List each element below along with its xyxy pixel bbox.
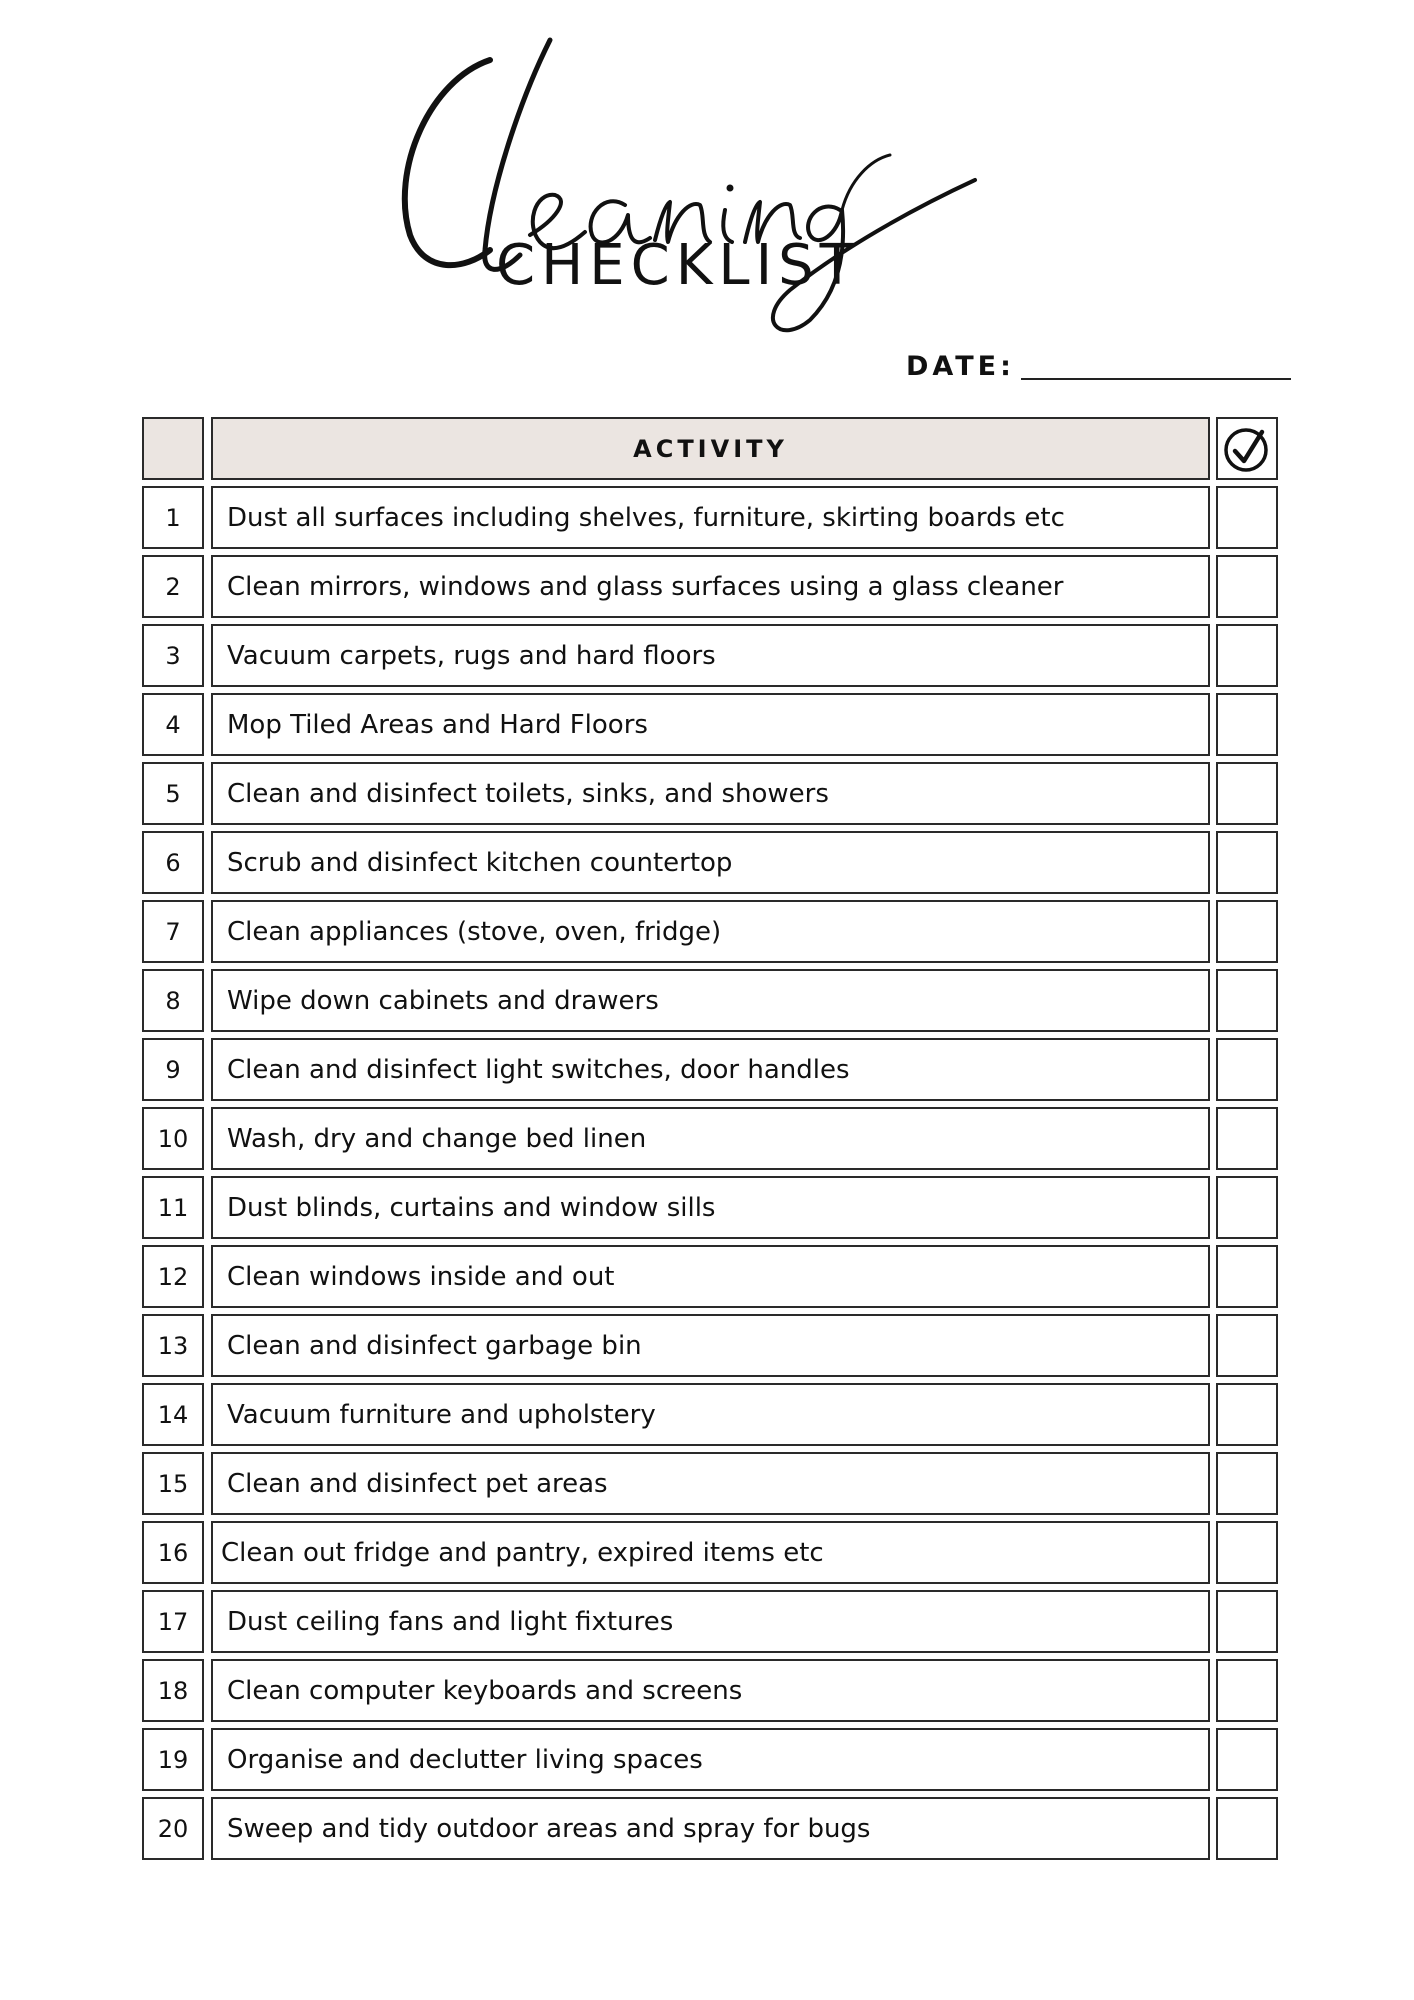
row-checkbox[interactable]	[1216, 1521, 1278, 1584]
table-row	[142, 1659, 1278, 1722]
row-checkbox[interactable]	[1216, 1452, 1278, 1515]
row-checkbox[interactable]	[1216, 900, 1278, 963]
row-number: 7	[142, 900, 204, 963]
row-activity: Sweep and tidy outdoor areas and spray for bugs	[211, 1797, 1210, 1860]
table-row	[142, 1314, 1278, 1377]
checklist-table	[142, 417, 1278, 1866]
row-number: 17	[142, 1590, 204, 1653]
table-row	[142, 831, 1278, 894]
table-row	[142, 969, 1278, 1032]
row-number: 1	[142, 486, 204, 549]
table-header-row	[142, 417, 1278, 480]
row-checkbox[interactable]	[1216, 1107, 1278, 1170]
row-number: 5	[142, 762, 204, 825]
row-number: 18	[142, 1659, 204, 1722]
row-number: 12	[142, 1245, 204, 1308]
table-row	[142, 1590, 1278, 1653]
table-row	[142, 1521, 1278, 1584]
row-checkbox[interactable]	[1216, 1038, 1278, 1101]
table-row	[142, 762, 1278, 825]
row-activity: Clean and disinfect light switches, door handles	[211, 1038, 1210, 1101]
table-row	[142, 1797, 1278, 1860]
row-activity: Clean and disinfect pet areas	[211, 1452, 1210, 1515]
table-row	[142, 1383, 1278, 1446]
row-checkbox[interactable]	[1216, 1314, 1278, 1377]
row-checkbox[interactable]	[1216, 693, 1278, 756]
row-number: 13	[142, 1314, 204, 1377]
date-label: DATE:	[906, 351, 1015, 382]
table-row	[142, 555, 1278, 618]
table-row	[142, 1728, 1278, 1791]
table-row	[142, 1107, 1278, 1170]
row-activity: Dust all surfaces including shelves, furniture, skirting boards etc	[211, 486, 1210, 549]
row-checkbox[interactable]	[1216, 762, 1278, 825]
row-number: 6	[142, 831, 204, 894]
row-activity: Clean computer keyboards and screens	[211, 1659, 1210, 1722]
row-number: 11	[142, 1176, 204, 1239]
row-checkbox[interactable]	[1216, 1245, 1278, 1308]
row-checkbox[interactable]	[1216, 624, 1278, 687]
row-activity: Clean and disinfect toilets, sinks, and showers	[211, 762, 1210, 825]
table-row	[142, 900, 1278, 963]
row-checkbox[interactable]	[1216, 1659, 1278, 1722]
row-number: 10	[142, 1107, 204, 1170]
row-activity: Scrub and disinfect kitchen countertop	[211, 831, 1210, 894]
row-activity: Mop Tiled Areas and Hard Floors	[211, 693, 1210, 756]
page-title	[0, 0, 1414, 360]
row-activity: Dust blinds, curtains and window sills	[211, 1176, 1210, 1239]
row-activity: Clean appliances (stove, oven, fridge)	[211, 900, 1210, 963]
row-number: 3	[142, 624, 204, 687]
header-number-cell	[142, 417, 204, 480]
row-activity: Wash, dry and change bed linen	[211, 1107, 1210, 1170]
row-number: 16	[142, 1521, 204, 1584]
date-input-line[interactable]	[1021, 356, 1291, 380]
row-number: 14	[142, 1383, 204, 1446]
row-number: 8	[142, 969, 204, 1032]
row-activity: Clean and disinfect garbage bin	[211, 1314, 1210, 1377]
header-activity-cell: ACTIVITY	[211, 417, 1210, 480]
row-number: 20	[142, 1797, 204, 1860]
row-number: 15	[142, 1452, 204, 1515]
header-check-cell	[1216, 417, 1278, 480]
row-checkbox[interactable]	[1216, 1728, 1278, 1791]
table-row	[142, 486, 1278, 549]
title-subtitle: CHECKLIST	[496, 233, 860, 298]
date-field-row	[906, 353, 1291, 380]
table-row	[142, 1452, 1278, 1515]
row-activity: Vacuum carpets, rugs and hard floors	[211, 624, 1210, 687]
table-row	[142, 1245, 1278, 1308]
row-activity: Wipe down cabinets and drawers	[211, 969, 1210, 1032]
row-checkbox[interactable]	[1216, 486, 1278, 549]
row-checkbox[interactable]	[1216, 555, 1278, 618]
row-checkbox[interactable]	[1216, 1176, 1278, 1239]
row-checkbox[interactable]	[1216, 1383, 1278, 1446]
table-row	[142, 693, 1278, 756]
row-activity: Organise and declutter living spaces	[211, 1728, 1210, 1791]
row-activity: Clean out fridge and pantry, expired items etc	[211, 1521, 1210, 1584]
row-activity: Vacuum furniture and upholstery	[211, 1383, 1210, 1446]
row-activity: Clean mirrors, windows and glass surfaces using a glass cleaner	[211, 555, 1210, 618]
row-checkbox[interactable]	[1216, 1797, 1278, 1860]
row-number: 9	[142, 1038, 204, 1101]
table-row	[142, 1038, 1278, 1101]
row-activity: Dust ceiling fans and light fixtures	[211, 1590, 1210, 1653]
row-number: 2	[142, 555, 204, 618]
checkmark-circle-icon	[1222, 424, 1272, 474]
row-checkbox[interactable]	[1216, 969, 1278, 1032]
row-checkbox[interactable]	[1216, 831, 1278, 894]
row-activity: Clean windows inside and out	[211, 1245, 1210, 1308]
table-row	[142, 1176, 1278, 1239]
row-checkbox[interactable]	[1216, 1590, 1278, 1653]
row-number: 4	[142, 693, 204, 756]
table-row	[142, 624, 1278, 687]
row-number: 19	[142, 1728, 204, 1791]
